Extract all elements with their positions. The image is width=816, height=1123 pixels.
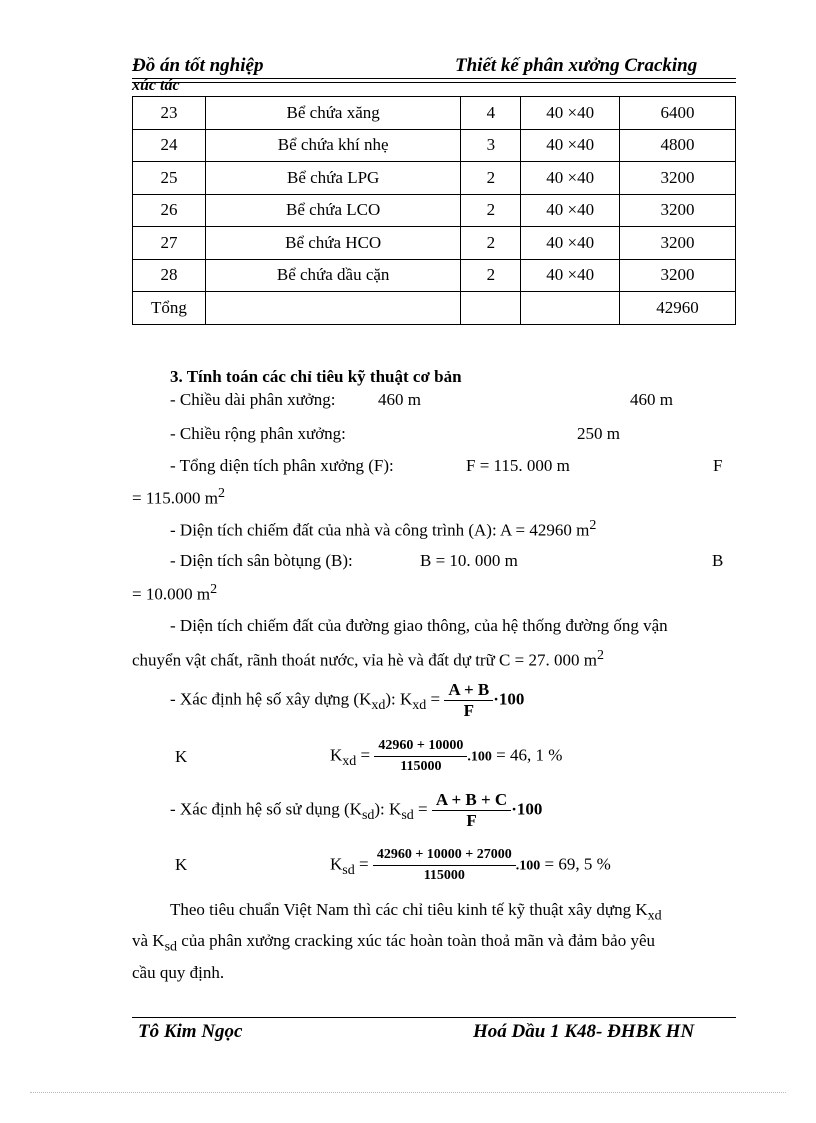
kxd-result: = 46, 1 % <box>496 745 563 765</box>
conclusion-subscript: xd <box>647 908 662 924</box>
area-label: - Tổng diện tích phân xưởng (F): <box>170 456 394 475</box>
ksd-numerator: A + B + C <box>432 790 511 811</box>
table-cell: 4 <box>461 97 521 130</box>
width-value: 250 m <box>577 424 620 443</box>
area-f-letter: F <box>713 456 723 475</box>
calc-100: .100 <box>515 858 541 874</box>
table-total-row <box>133 292 736 325</box>
table-cell: 27 <box>133 227 206 260</box>
equipment-table <box>132 96 736 325</box>
ksd-calc-fraction <box>373 845 516 886</box>
table-row <box>133 129 736 162</box>
ksd-calc-denominator: 115000 <box>423 868 465 883</box>
total-value: 42960 <box>620 292 736 325</box>
table-cell: 40 ×40 <box>521 227 620 260</box>
table-row <box>133 97 736 130</box>
table-cell: Bể chứa LPG <box>205 162 461 195</box>
length-value-2: 460 m <box>630 390 673 409</box>
table-cell: 2 <box>461 227 521 260</box>
ksd-fraction <box>432 790 511 831</box>
ksd-subscript-2: sd <box>401 807 414 823</box>
length-value: 460 m <box>378 390 421 409</box>
times-100: ·100 <box>493 689 525 709</box>
total-label: Tổng <box>133 292 206 325</box>
superscript: 2 <box>210 582 218 597</box>
ksd-definition: - Xác định hệ số sử dụng $(K_{sd})$: $K_{sd}$ = $\frac{A + B + C}{F}$ ·100 <box>170 790 543 830</box>
width-label: - Chiều rộng phân xưởng: <box>170 424 346 443</box>
table-cell: 2 <box>461 162 521 195</box>
kxd-fraction <box>444 680 493 721</box>
kxd-eq: ): K <box>385 689 413 709</box>
superscript: 2 <box>589 518 597 533</box>
table-cell: 3200 <box>620 194 736 227</box>
c-line-2-text: chuyển vật chất, rãnh thoát nước, vỉa hè và đất dự trữ C = 27. 000 m <box>132 650 597 670</box>
b-continuation <box>132 582 217 605</box>
table-cell: 25 <box>133 162 206 195</box>
header-right: Thiết kế phân xưởng Cracking <box>455 55 698 76</box>
table-cell <box>205 292 461 325</box>
table-cell: 3200 <box>620 259 736 292</box>
length-label: - Chiều dài phân xưởng: <box>170 390 336 409</box>
a-line <box>170 518 596 541</box>
k-letter-2: K <box>175 855 188 874</box>
conclusion-subscript-2: sd <box>164 939 178 955</box>
kxd-label: - Xác định hệ số xây dựng (K <box>170 689 372 709</box>
kxd-calc-numerator: 42960 + 10000 <box>374 736 467 757</box>
table-row <box>133 227 736 260</box>
area-cont-text: = 115.000 m <box>132 488 218 508</box>
table-cell: 28 <box>133 259 206 292</box>
c-line-1: - Diện tích chiếm đất của đường giao thông, của hệ thống đường ống vận <box>170 616 668 635</box>
table-cell: Bể chứa HCO <box>205 227 461 260</box>
table-cell: Bể chứa LCO <box>205 194 461 227</box>
kxd-subscript: xd <box>371 697 386 713</box>
header-continuation: xúc tác <box>132 77 180 94</box>
kxd-subscript-2: xd <box>412 697 427 713</box>
ksd-subscript: sd <box>361 807 375 823</box>
table-cell: 6400 <box>620 97 736 130</box>
ksd-label: - Xác định hệ số sử dụng (K <box>170 799 362 819</box>
section-heading: 3. Tính toán các chỉ tiêu kỹ thuật cơ bản <box>170 367 462 386</box>
b-label: - Diện tích sân bòtụng (B): <box>170 551 353 570</box>
table-cell: Bể chứa dầu cặn <box>205 259 461 292</box>
ksd-calculation: $K_{sd}$ = $\frac{42960 + 10000 + 27000}{115000}$ .100 = 69, 5 % <box>330 845 611 886</box>
table-row <box>133 259 736 292</box>
header-rule-1 <box>132 78 736 79</box>
conclusion-2a-text: và K <box>132 931 165 950</box>
footer-right: Hoá Dầu 1 K48- ĐHBK HN <box>473 1021 695 1042</box>
conclusion-2b-text: của phân xưởng cracking xúc tác hoàn toàn thoả mãn và đảm bảo yêu <box>181 931 656 950</box>
table-row <box>133 162 736 195</box>
table-body <box>133 97 736 292</box>
kxd-calc-subscript: xd <box>342 753 357 769</box>
ksd-calc-numerator: 42960 + 10000 + 27000 <box>373 845 516 866</box>
kxd-calc-denominator: 115000 <box>400 759 442 774</box>
page-edge-dots <box>30 1092 786 1093</box>
kxd-numerator: A + B <box>444 680 493 701</box>
superscript: 2 <box>217 486 225 501</box>
kxd-definition: - Xác định hệ số xây dựng $(K_{xd})$: $K_{xd}$ = $\frac{A + B}{F}$ ·100 <box>170 680 525 720</box>
kxd-calculation: $K_{xd}$ = $\frac{42960 + 10000}{115000}$ .100 = 46, 1 % <box>330 736 562 777</box>
table-cell: 26 <box>133 194 206 227</box>
footer-rule <box>132 1017 736 1018</box>
table-cell <box>521 292 620 325</box>
table-cell: 40 ×40 <box>521 194 620 227</box>
header-rule-2 <box>132 82 736 83</box>
table-cell <box>461 292 521 325</box>
table-cell: 40 ×40 <box>521 129 620 162</box>
table-cell: 40 ×40 <box>521 97 620 130</box>
b-letter: B <box>712 551 724 570</box>
ksd-result: = 69, 5 % <box>544 854 611 874</box>
conclusion-line-3: cầu quy định. <box>132 963 225 982</box>
table-row <box>133 194 736 227</box>
times-100: ·100 <box>511 799 543 819</box>
table-cell: 3200 <box>620 162 736 195</box>
b-cont-text: = 10.000 m <box>132 584 211 604</box>
table-cell: 4800 <box>620 129 736 162</box>
table-cell: 2 <box>461 194 521 227</box>
k-letter-1: K <box>175 747 188 766</box>
c-line-2 <box>132 648 604 671</box>
table-cell: 40 ×40 <box>521 259 620 292</box>
table-cell: 24 <box>133 129 206 162</box>
area-continuation <box>132 486 225 509</box>
kxd-calc-fraction <box>374 736 467 777</box>
table-cell: 3 <box>461 129 521 162</box>
ksd-eq: ): K <box>374 799 402 819</box>
kxd-denominator: F <box>463 701 475 720</box>
header-left: Đồ án tốt nghiệp <box>132 55 264 76</box>
ksd-calc-subscript: sd <box>342 862 355 878</box>
b-formula: B = 10. 000 m <box>420 551 518 570</box>
table-cell: 40 ×40 <box>521 162 620 195</box>
conclusion-line-2 <box>132 931 655 955</box>
calc-100: .100 <box>467 749 492 765</box>
conclusion-1-text: Theo tiêu chuẩn Việt Nam thì các chỉ tiêu kinh tế kỹ thuật xây dựng K <box>170 900 648 919</box>
table-cell: Bể chứa xăng <box>205 97 461 130</box>
table-cell: 23 <box>133 97 206 130</box>
table-cell: 2 <box>461 259 521 292</box>
footer-left: Tô Kim Ngọc <box>138 1021 243 1042</box>
conclusion-line-1 <box>170 900 662 924</box>
superscript: 2 <box>596 648 604 663</box>
table-cell: Bể chứa khí nhẹ <box>205 129 461 162</box>
table-cell: 3200 <box>620 227 736 260</box>
ksd-denominator: F <box>466 811 477 830</box>
a-line-text: - Diện tích chiếm đất của nhà và công trình (A): A = 42960 m <box>170 520 590 540</box>
area-formula: F = 115. 000 m <box>466 456 570 475</box>
